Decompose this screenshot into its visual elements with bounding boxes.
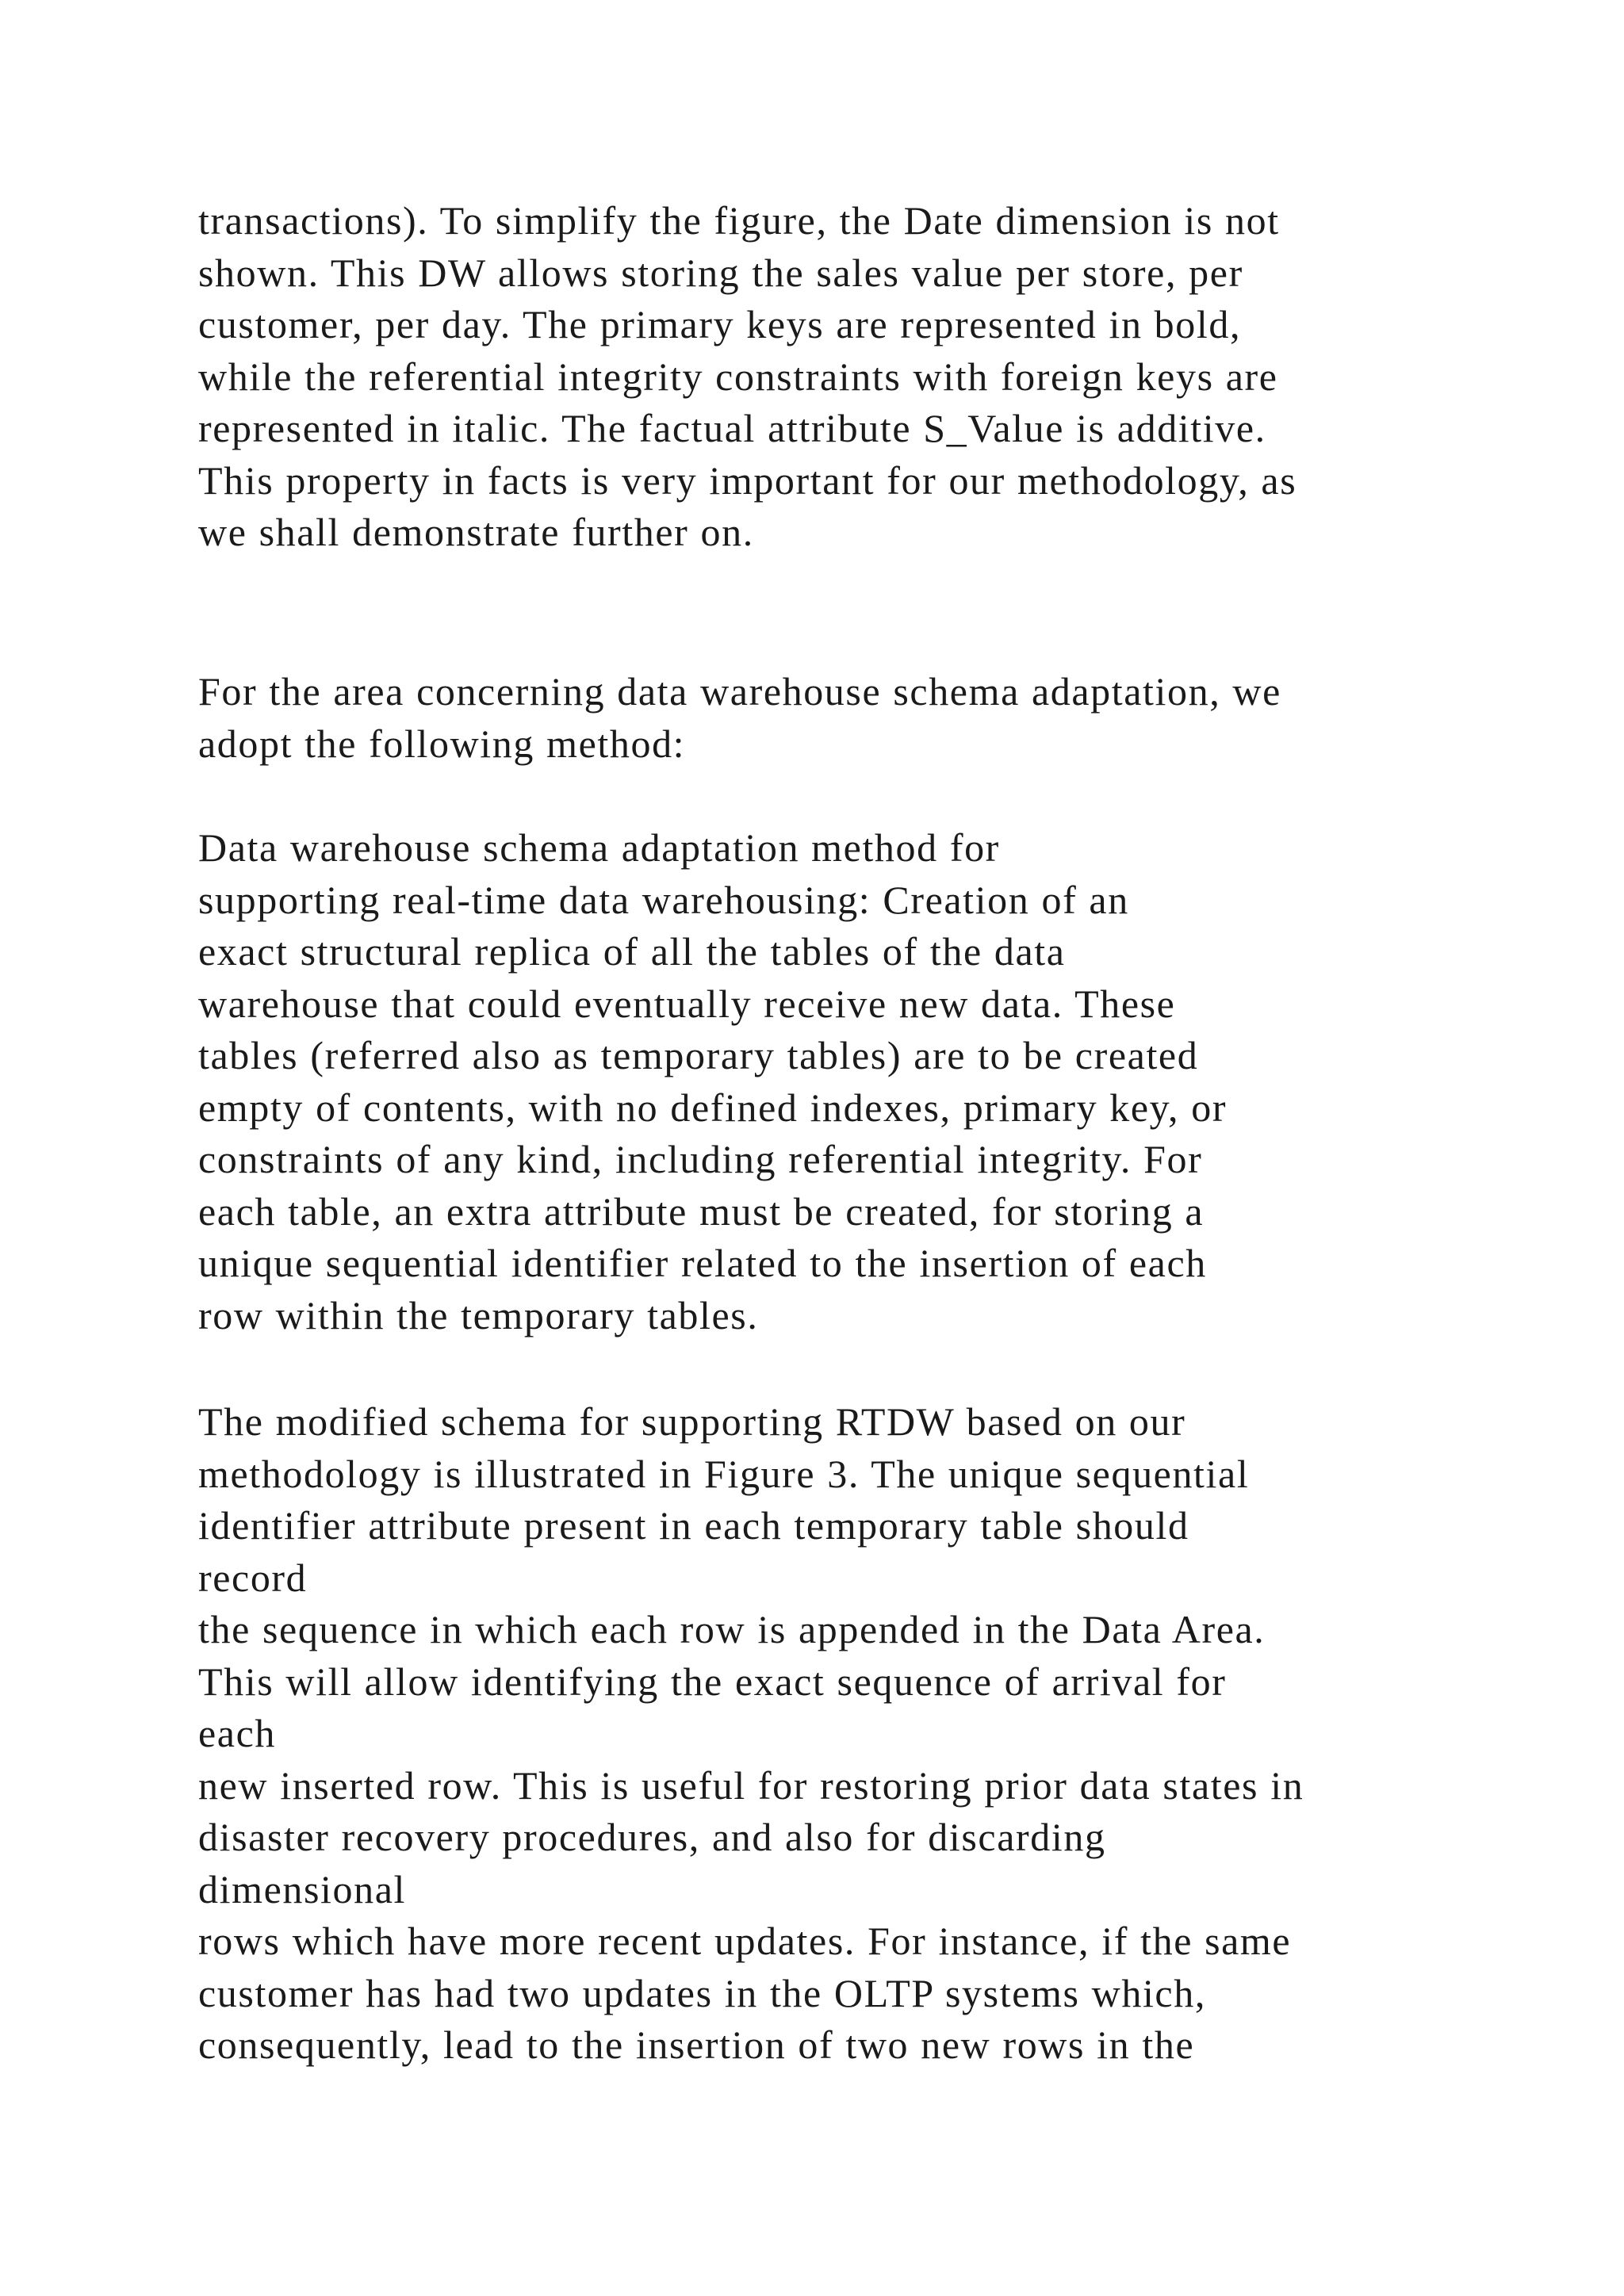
text-line: methodology is illustrated in Figure 3. The unique sequential: [198, 1451, 1250, 1496]
text-line: Data warehouse schema adaptation method for: [198, 825, 1000, 870]
text-line: identifier attribute present in each temporary table should: [198, 1503, 1189, 1548]
text-line: warehouse that could eventually receive new data. These: [198, 981, 1176, 1026]
text-line: tables (referred also as temporary tables) are to be created: [198, 1033, 1199, 1077]
text-line: the sequence in which each row is appended in the Data Area.: [198, 1607, 1266, 1651]
text-line: adopt the following method:: [198, 721, 686, 766]
text-line: unique sequential identifier related to the insertion of each: [198, 1241, 1207, 1285]
text-line: row within the temporary tables.: [198, 1292, 759, 1337]
text-line: customer has had two updates in the OLTP systems which,: [198, 1970, 1206, 2015]
text-line: This property in facts is very important for our methodology, as: [198, 457, 1297, 503]
text-line: each: [198, 1711, 276, 1755]
paragraph-method-definition: [198, 822, 1610, 1341]
paragraph-schema-description: [198, 195, 1610, 559]
text-line: rows which have more recent updates. For instance, if the same: [198, 1919, 1292, 1963]
text-line: customer, per day. The primary keys are represented in bold,: [198, 302, 1242, 346]
text-line: empty of contents, with no defined indexes, primary key, or: [198, 1085, 1228, 1130]
text-line: while the referential integrity constraints with foreign keys are: [198, 354, 1278, 399]
text-line: represented in italic. The factual attribute S_Value is additive.: [198, 406, 1266, 450]
text-line: supporting real-time data warehousing: Creation of an: [198, 877, 1129, 922]
paragraph-method-intro: [198, 666, 1610, 770]
text-line: This will allow identifying the exact sequence of arrival for: [198, 1659, 1227, 1704]
text-line: exact structural replica of all the tables of the data: [198, 929, 1066, 974]
paragraph-modified-schema: [198, 1396, 1610, 2072]
text-line: we shall demonstrate further on.: [198, 510, 754, 554]
text-line: dimensional: [198, 1866, 407, 1911]
text-line: constraints of any kind, including referential integrity. For: [198, 1137, 1203, 1181]
text-line: each table, an extra attribute must be created, for storing a: [198, 1188, 1205, 1234]
text-line: disaster recovery procedures, and also for discarding: [198, 1815, 1106, 1859]
text-line: shown. This DW allows storing the sales value per store, per: [198, 250, 1243, 295]
text-line: record: [198, 1555, 308, 1600]
text-line: consequently, lead to the insertion of two new rows in the: [198, 2022, 1195, 2067]
text-line: The modified schema for supporting RTDW based on our: [198, 1399, 1186, 1444]
text-line: transactions). To simplify the figure, the Date dimension is not: [198, 198, 1280, 243]
text-line: new inserted row. This is useful for restoring prior data states in: [198, 1762, 1304, 1808]
text-line: For the area concerning data warehouse schema adaptation, we: [198, 669, 1281, 714]
